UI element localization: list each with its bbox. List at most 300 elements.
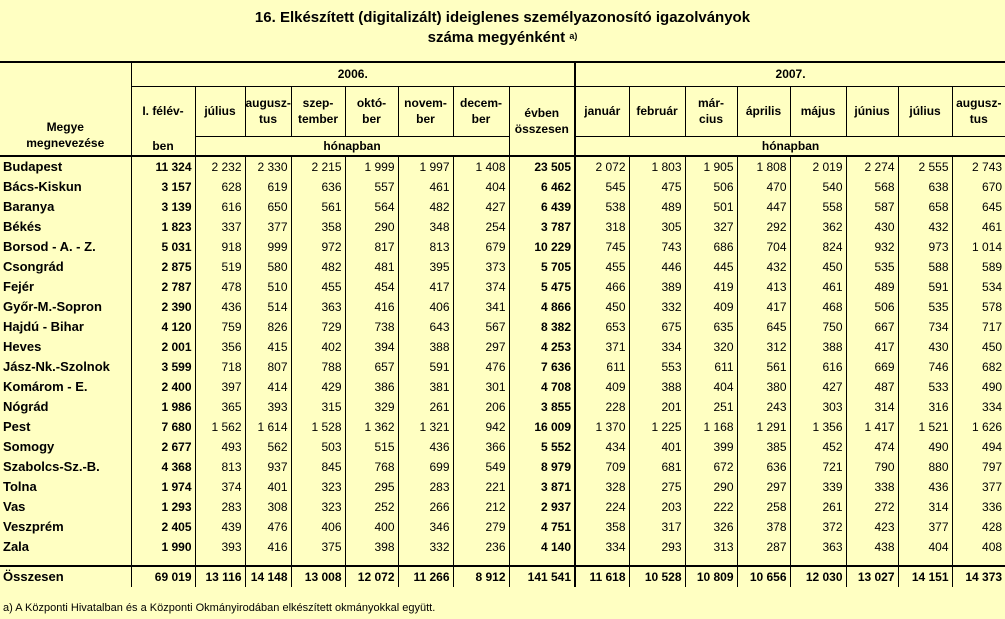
county-name: Győr-M.-Sopron: [0, 297, 131, 317]
month-2006-1-line-2: tus: [259, 112, 277, 126]
month-2006-value: 429: [291, 377, 345, 397]
month-2007-3-line-1: április: [745, 104, 782, 118]
total-row: [0, 566, 1005, 587]
month-2006-value: 636: [291, 177, 345, 197]
month-2007-value: 1 356: [790, 417, 846, 437]
month-2006-value: 373: [453, 257, 509, 277]
month-2006-value: 813: [398, 237, 453, 257]
spacer-cell: [790, 557, 846, 566]
table-row: [0, 177, 1005, 197]
month-2006-value: 439: [195, 517, 245, 537]
month-2006-value: 283: [398, 477, 453, 497]
month-2007-5-line-1: június: [854, 104, 890, 118]
month-2006-value: 650: [245, 197, 291, 217]
month-2007-header-7: [952, 86, 1005, 136]
month-2007-value: 313: [685, 537, 737, 557]
month-2007-value: 409: [575, 377, 629, 397]
half-year-value: 2 001: [131, 337, 195, 357]
month-2006-value: 564: [345, 197, 398, 217]
title-line-2: [0, 28, 1005, 48]
month-2006-value: 718: [195, 357, 245, 377]
month-2007-value: 2 743: [952, 156, 1005, 177]
spacer-cell: [509, 557, 575, 566]
table-row: [0, 197, 1005, 217]
month-2007-value: 385: [737, 437, 790, 457]
month-2006-value: 1 562: [195, 417, 245, 437]
footnote: a) A Központi Hivatalban és a Központi Okmányirodában elkészített okmányokkal együtt.: [3, 602, 436, 614]
half-year-value: 3 157: [131, 177, 195, 197]
month-2007-value: 452: [790, 437, 846, 457]
month-2007-value: 297: [737, 477, 790, 497]
month-2007-header-1: [629, 86, 685, 136]
spacer-cell: [898, 557, 952, 566]
spacer-cell: [398, 557, 453, 566]
month-2007-value: 611: [685, 357, 737, 377]
month-2006-value: 657: [345, 357, 398, 377]
month-2006-5-line-1: decem-: [459, 96, 503, 110]
month-2007-value: 432: [898, 217, 952, 237]
month-2006-value: 591: [398, 357, 453, 377]
month-2006-value: 788: [291, 357, 345, 377]
month-2006-value: 1 614: [245, 417, 291, 437]
month-2007-value: 332: [629, 297, 685, 317]
half-year-header-line-1: I. félév-: [142, 104, 184, 119]
year-total-value: 4 866: [509, 297, 575, 317]
month-2007-value: 487: [846, 377, 898, 397]
month-2006-2-line-1: szep-: [302, 96, 334, 110]
month-2006-value: 14 148: [245, 566, 291, 587]
month-2007-value: 2 274: [846, 156, 898, 177]
month-2007-value: 734: [898, 317, 952, 337]
month-2006-value: 738: [345, 317, 398, 337]
month-2007-value: 540: [790, 177, 846, 197]
half-year-value: 5 031: [131, 237, 195, 257]
month-2007-value: 538: [575, 197, 629, 217]
month-2007-value: 334: [629, 337, 685, 357]
county-header-line-2: megnevezése: [26, 136, 105, 150]
month-2007-value: 413: [737, 277, 790, 297]
month-2006-value: 826: [245, 317, 291, 337]
month-2007-value: 224: [575, 497, 629, 517]
month-2007-value: 228: [575, 397, 629, 417]
month-2006-value: 616: [195, 197, 245, 217]
month-2006-value: 1 999: [345, 156, 398, 177]
month-2007-value: 588: [898, 257, 952, 277]
month-2006-value: 414: [245, 377, 291, 397]
table-row: [0, 417, 1005, 437]
month-2006-value: 348: [398, 217, 453, 237]
month-2007-value: 611: [575, 357, 629, 377]
month-2007-value: 591: [898, 277, 952, 297]
month-2007-value: 490: [898, 437, 952, 457]
month-2007-value: 409: [685, 297, 737, 317]
month-2006-value: 562: [245, 437, 291, 457]
month-2006-value: 402: [291, 337, 345, 357]
month-2007-value: 12 030: [790, 566, 846, 587]
month-2007-value: 501: [685, 197, 737, 217]
month-2007-value: 338: [846, 477, 898, 497]
table-row: [0, 277, 1005, 297]
month-2007-value: 10 809: [685, 566, 737, 587]
month-2007-value: 334: [952, 397, 1005, 417]
half-year-value: 3 139: [131, 197, 195, 217]
month-2006-value: 11 266: [398, 566, 453, 587]
month-2006-header-2: [291, 86, 345, 136]
month-2006-value: 401: [245, 477, 291, 497]
month-2006-value: 481: [345, 257, 398, 277]
month-2007-value: 201: [629, 397, 685, 417]
county-name: Veszprém: [0, 517, 131, 537]
month-2007-value: 1 168: [685, 417, 737, 437]
month-2007-value: 423: [846, 517, 898, 537]
month-2006-value: 341: [453, 297, 509, 317]
month-2007-value: 305: [629, 217, 685, 237]
month-2007-value: 438: [846, 537, 898, 557]
month-2007-value: 745: [575, 237, 629, 257]
month-2007-header-5: [846, 86, 898, 136]
month-2007-value: 1 014: [952, 237, 1005, 257]
month-2007-2-line-2: cius: [699, 112, 724, 126]
month-2006-value: 807: [245, 357, 291, 377]
month-2007-value: 450: [952, 337, 1005, 357]
month-2007-value: 658: [898, 197, 952, 217]
year-total-value: 4 708: [509, 377, 575, 397]
year-total-value: 141 541: [509, 566, 575, 587]
month-2007-value: 1 803: [629, 156, 685, 177]
month-2006-value: 400: [345, 517, 398, 537]
county-name: Budapest: [0, 156, 131, 177]
month-2007-value: 824: [790, 237, 846, 257]
month-2006-value: 416: [345, 297, 398, 317]
month-2006-value: 236: [453, 537, 509, 557]
month-2007-value: 10 528: [629, 566, 685, 587]
county-name: Komárom - E.: [0, 377, 131, 397]
half-year-header-suffix: ben: [131, 136, 195, 156]
month-2006-value: 510: [245, 277, 291, 297]
month-2006-value: 699: [398, 457, 453, 477]
month-2007-value: 316: [898, 397, 952, 417]
county-column-header: [0, 62, 131, 156]
month-2007-value: 10 656: [737, 566, 790, 587]
half-year-header: [131, 86, 195, 136]
month-2007-value: 1 417: [846, 417, 898, 437]
month-2006-value: 549: [453, 457, 509, 477]
month-2007-value: 14 151: [898, 566, 952, 587]
month-2007-value: 1 521: [898, 417, 952, 437]
month-2007-value: 2 019: [790, 156, 846, 177]
month-2007-value: 790: [846, 457, 898, 477]
month-2007-value: 645: [952, 197, 1005, 217]
table-row: [0, 457, 1005, 477]
year-total-value: 5 705: [509, 257, 575, 277]
month-2007-value: 470: [737, 177, 790, 197]
month-2007-value: 427: [790, 377, 846, 397]
spacer-cell: [737, 557, 790, 566]
month-2006-3-line-2: ber: [362, 112, 381, 126]
month-2007-value: 445: [685, 257, 737, 277]
county-name: Tolna: [0, 477, 131, 497]
month-2007-value: 362: [790, 217, 846, 237]
month-2006-value: 628: [195, 177, 245, 197]
month-2007-1-line-1: február: [636, 104, 678, 118]
month-2007-value: 11 618: [575, 566, 629, 587]
month-2007-value: 466: [575, 277, 629, 297]
month-2006-value: 817: [345, 237, 398, 257]
month-2007-value: 667: [846, 317, 898, 337]
month-2006-value: 482: [291, 257, 345, 277]
month-2007-value: 290: [685, 477, 737, 497]
month-2006-value: 323: [291, 477, 345, 497]
month-2006-value: 397: [195, 377, 245, 397]
spacer-cell: [575, 557, 629, 566]
county-name: Nógrád: [0, 397, 131, 417]
table-row: [0, 357, 1005, 377]
label-header-row: [0, 136, 1005, 156]
month-2006-4-line-2: ber: [416, 112, 435, 126]
month-2007-value: 327: [685, 217, 737, 237]
county-name: Jász-Nk.-Szolnok: [0, 357, 131, 377]
month-2007-value: 653: [575, 317, 629, 337]
month-2007-value: 533: [898, 377, 952, 397]
month-2007-value: 380: [737, 377, 790, 397]
month-2006-value: 1 997: [398, 156, 453, 177]
county-name: Csongrád: [0, 257, 131, 277]
month-2007-6-line-1: július: [909, 104, 941, 118]
month-2006-value: 283: [195, 497, 245, 517]
month-2007-value: 312: [737, 337, 790, 357]
year-total-value: 6 462: [509, 177, 575, 197]
year-total-value: 16 009: [509, 417, 575, 437]
month-2006-value: 374: [195, 477, 245, 497]
month-2006-value: 337: [195, 217, 245, 237]
month-2006-value: 13 008: [291, 566, 345, 587]
month-2006-header-0: [195, 86, 245, 136]
month-2007-value: 318: [575, 217, 629, 237]
month-2006-value: 416: [245, 537, 291, 557]
month-2007-value: 417: [846, 337, 898, 357]
month-2007-value: 334: [575, 537, 629, 557]
month-2006-value: 381: [398, 377, 453, 397]
month-2006-value: 2 330: [245, 156, 291, 177]
month-2007-value: 328: [575, 477, 629, 497]
month-2006-value: 301: [453, 377, 509, 397]
table-row: [0, 317, 1005, 337]
month-2006-value: 519: [195, 257, 245, 277]
month-2007-value: 377: [898, 517, 952, 537]
month-2007-value: 455: [575, 257, 629, 277]
month-2007-value: 880: [898, 457, 952, 477]
month-2007-value: 558: [790, 197, 846, 217]
half-year-value: 2 875: [131, 257, 195, 277]
month-2006-value: 393: [195, 537, 245, 557]
month-2007-value: 320: [685, 337, 737, 357]
month-2007-value: 568: [846, 177, 898, 197]
month-2007-value: 1 808: [737, 156, 790, 177]
month-2007-value: 399: [685, 437, 737, 457]
month-2006-value: 254: [453, 217, 509, 237]
month-2007-value: 645: [737, 317, 790, 337]
month-2007-value: 1 370: [575, 417, 629, 437]
month-2007-value: 681: [629, 457, 685, 477]
year-2006-header: 2006.: [131, 62, 575, 86]
month-2006-value: 768: [345, 457, 398, 477]
county-name: Pest: [0, 417, 131, 437]
year-total-value: 10 229: [509, 237, 575, 257]
month-2006-value: 972: [291, 237, 345, 257]
month-2007-value: 1 626: [952, 417, 1005, 437]
month-2007-header-4: [790, 86, 846, 136]
month-2007-7-line-2: tus: [969, 112, 988, 126]
month-2006-value: 329: [345, 397, 398, 417]
month-2006-value: 561: [291, 197, 345, 217]
month-2007-value: 371: [575, 337, 629, 357]
month-2007-value: 494: [952, 437, 1005, 457]
month-2007-value: 490: [952, 377, 1005, 397]
county-name: Heves: [0, 337, 131, 357]
month-2007-value: 489: [846, 277, 898, 297]
year-2007-header: 2007.: [575, 62, 1005, 86]
month-2007-value: 468: [790, 297, 846, 317]
county-name: Zala: [0, 537, 131, 557]
month-2006-value: 455: [291, 277, 345, 297]
month-2006-value: 290: [345, 217, 398, 237]
month-2007-value: 243: [737, 397, 790, 417]
month-2007-value: 489: [629, 197, 685, 217]
year-total-value: 5 475: [509, 277, 575, 297]
spacer-cell: [131, 557, 195, 566]
month-2007-value: 272: [846, 497, 898, 517]
month-2006-value: 619: [245, 177, 291, 197]
month-2007-value: 578: [952, 297, 1005, 317]
month-2007-value: 635: [685, 317, 737, 337]
table-row: [0, 437, 1005, 457]
month-2006-value: 461: [398, 177, 453, 197]
month-2007-value: 506: [685, 177, 737, 197]
month-2007-value: 388: [629, 377, 685, 397]
month-2006-value: 346: [398, 517, 453, 537]
table-row: [0, 497, 1005, 517]
half-year-value: 1 293: [131, 497, 195, 517]
spacer-cell: [245, 557, 291, 566]
month-2006-value: 679: [453, 237, 509, 257]
half-year-value: 7 680: [131, 417, 195, 437]
month-2006-value: 375: [291, 537, 345, 557]
half-year-value: 1 990: [131, 537, 195, 557]
month-2007-4-line-1: május: [800, 104, 836, 118]
year-total-line-1: évben: [524, 105, 560, 120]
month-2006-value: 356: [195, 337, 245, 357]
spacer-cell: [195, 557, 245, 566]
month-2007-header-3: [737, 86, 790, 136]
month-2007-value: 317: [629, 517, 685, 537]
month-2006-value: 398: [345, 537, 398, 557]
year-total-value: 7 636: [509, 357, 575, 377]
month-2006-value: 332: [398, 537, 453, 557]
year-total-header: [509, 86, 575, 156]
month-2006-2-line-2: tember: [297, 112, 338, 126]
month-2006-value: 297: [453, 337, 509, 357]
spacer-cell: [846, 557, 898, 566]
month-2006-value: 415: [245, 337, 291, 357]
spacer-row: [0, 557, 1005, 566]
month-2006-value: 478: [195, 277, 245, 297]
month-2007-value: 672: [685, 457, 737, 477]
month-2006-value: 13 116: [195, 566, 245, 587]
month-2006-value: 2 215: [291, 156, 345, 177]
month-2006-value: 8 912: [453, 566, 509, 587]
month-2006-value: 388: [398, 337, 453, 357]
month-2007-value: 545: [575, 177, 629, 197]
month-2007-value: 261: [790, 497, 846, 517]
spacer-cell: [629, 557, 685, 566]
month-2007-value: 377: [952, 477, 1005, 497]
month-2007-value: 303: [790, 397, 846, 417]
year-total-value: 4 253: [509, 337, 575, 357]
month-2007-value: 314: [898, 497, 952, 517]
month-2007-value: 388: [790, 337, 846, 357]
month-2007-value: 721: [790, 457, 846, 477]
month-2006-value: 404: [453, 177, 509, 197]
month-2007-value: 973: [898, 237, 952, 257]
month-2007-value: 474: [846, 437, 898, 457]
month-2006-header-1: [245, 86, 291, 136]
county-name: Szabolcs-Sz.-B.: [0, 457, 131, 477]
county-name: Bács-Kiskun: [0, 177, 131, 197]
month-2006-value: 266: [398, 497, 453, 517]
month-2007-0-line-1: január: [584, 104, 621, 118]
month-2007-value: 670: [952, 177, 1005, 197]
year-total-value: 3 787: [509, 217, 575, 237]
month-2006-value: 212: [453, 497, 509, 517]
month-2007-value: 450: [790, 257, 846, 277]
month-2007-value: 1 905: [685, 156, 737, 177]
spacer-cell: [685, 557, 737, 566]
month-2007-value: 447: [737, 197, 790, 217]
year-total-value: 8 382: [509, 317, 575, 337]
month-2007-value: 326: [685, 517, 737, 537]
county-name: Borsod - A. - Z.: [0, 237, 131, 257]
half-year-value: 2 405: [131, 517, 195, 537]
county-name: Somogy: [0, 437, 131, 457]
month-2006-value: 12 072: [345, 566, 398, 587]
county-header-line-1: Megye: [46, 120, 84, 134]
month-2007-value: 419: [685, 277, 737, 297]
month-2007-value: 589: [952, 257, 1005, 277]
month-2007-value: 363: [790, 537, 846, 557]
half-year-value: 2 400: [131, 377, 195, 397]
table-row: [0, 297, 1005, 317]
half-year-value: 3 599: [131, 357, 195, 377]
month-2006-value: 395: [398, 257, 453, 277]
month-2006-value: 427: [453, 197, 509, 217]
year-total-value: 3 855: [509, 397, 575, 417]
month-2007-value: 1 291: [737, 417, 790, 437]
month-2006-value: 1 528: [291, 417, 345, 437]
year-total-value: 5 552: [509, 437, 575, 457]
year-total-value: 8 979: [509, 457, 575, 477]
month-header-row: [0, 86, 1005, 136]
month-2007-value: 292: [737, 217, 790, 237]
month-2006-value: 937: [245, 457, 291, 477]
half-year-value: 4 120: [131, 317, 195, 337]
year-total-value: 4 751: [509, 517, 575, 537]
month-2007-value: 446: [629, 257, 685, 277]
table-row: [0, 477, 1005, 497]
month-2007-value: 675: [629, 317, 685, 337]
month-2007-value: 336: [952, 497, 1005, 517]
half-year-value: 4 368: [131, 457, 195, 477]
month-2006-value: 366: [453, 437, 509, 457]
